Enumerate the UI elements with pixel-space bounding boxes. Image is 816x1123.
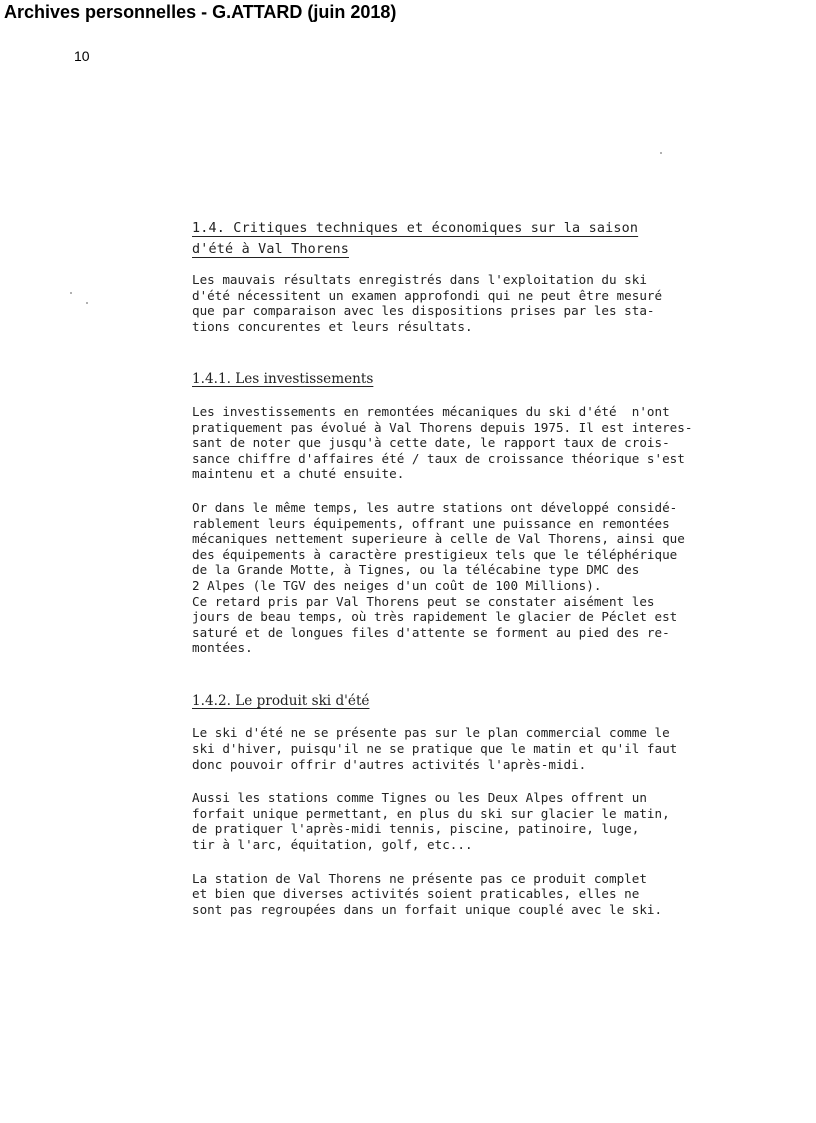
text-line: 2 Alpes (le TGV des neiges d'un coût de 100 Millions). xyxy=(192,577,602,593)
section-title xyxy=(192,218,732,260)
scan-speck xyxy=(660,152,662,154)
intro-paragraph xyxy=(192,272,732,334)
subsection-heading: 1.4.2. Le produit ski d'été xyxy=(192,692,370,709)
text-line: maintenu et a chuté ensuite. xyxy=(192,466,405,482)
title-line: d'été à Val Thorens xyxy=(192,242,349,257)
text-line: La station de Val Thorens ne présente pas ce produit complet xyxy=(192,870,647,886)
text-line: mécaniques nettement superieure à celle de Val Thorens, ainsi que xyxy=(192,531,685,547)
text-line: Aussi les stations comme Tignes ou les Deux Alpes offrent un xyxy=(192,790,647,806)
text-line: sant de noter que jusqu'à cette date, le rapport taux de crois- xyxy=(192,435,670,451)
text-line: que par comparaison avec les dispositions prises par les sta- xyxy=(192,303,655,319)
text-line: Ce retard pris par Val Thorens peut se constater aisément les xyxy=(192,593,655,609)
text-line: ski d'hiver, puisqu'il ne se pratique que le matin et qu'il faut xyxy=(192,741,678,757)
document-body xyxy=(192,218,732,935)
text-line: Le ski d'été ne se présente pas sur le plan commercial comme le xyxy=(192,725,670,741)
text-line: pratiquement pas évolué à Val Thorens depuis 1975. Il est interes- xyxy=(192,419,693,435)
text-line: forfait unique permettant, en plus du ski sur glacier le matin, xyxy=(192,805,670,821)
scan-speck xyxy=(70,292,72,294)
text-line: tir à l'arc, équitation, golf, etc... xyxy=(192,837,473,853)
text-line: sont pas regroupées dans un forfait unique couplé avec le ski. xyxy=(192,901,663,917)
paragraph xyxy=(192,790,732,852)
paragraph xyxy=(192,594,732,656)
archive-header: Archives personnelles - G.ATTARD (juin 2018) xyxy=(4,2,397,22)
paragraph xyxy=(192,404,732,482)
paragraph xyxy=(192,725,732,772)
text-line: jours de beau temps, où très rapidement le glacier de Péclet est xyxy=(192,609,678,625)
text-line: de la Grande Motte, à Tignes, ou la télécabine type DMC des xyxy=(192,562,640,578)
text-line: d'été nécessitent un examen approfondi qui ne peut être mesuré xyxy=(192,287,663,303)
text-line: Les investissements en remontées mécaniques du ski d'été n'ont xyxy=(192,403,670,419)
scan-speck xyxy=(86,302,88,304)
text-line: sance chiffre d'affaires été / taux de croissance théorique s'est xyxy=(192,450,685,466)
page-number: 10 xyxy=(74,48,90,64)
text-line: des équipements à caractère prestigieux tels que le téléphérique xyxy=(192,546,678,562)
text-line: montées. xyxy=(192,640,253,656)
text-line: donc pouvoir offrir d'autres activités l'après-midi. xyxy=(192,756,587,772)
text-line: tions concurentes et leurs résultats. xyxy=(192,318,473,334)
text-line: Les mauvais résultats enregistrés dans l'exploitation du ski xyxy=(192,272,647,287)
subsection-heading: 1.4.1. Les investissements xyxy=(192,371,374,388)
text-line: et bien que diverses activités soient praticables, elles ne xyxy=(192,886,640,902)
paragraph xyxy=(192,500,732,594)
title-line: 1.4. Critiques techniques et économiques sur la saison xyxy=(192,221,639,236)
text-line: saturé et de longues files d'attente se forment au pied des re- xyxy=(192,624,670,640)
paragraph xyxy=(192,871,732,918)
text-line: Or dans le même temps, les autre stations ont développé considé- xyxy=(192,499,678,515)
text-line: de pratiquer l'après-midi tennis, piscine, patinoire, luge, xyxy=(192,821,640,837)
text-line: rablement leurs équipements, offrant une puissance en remontées xyxy=(192,515,670,531)
